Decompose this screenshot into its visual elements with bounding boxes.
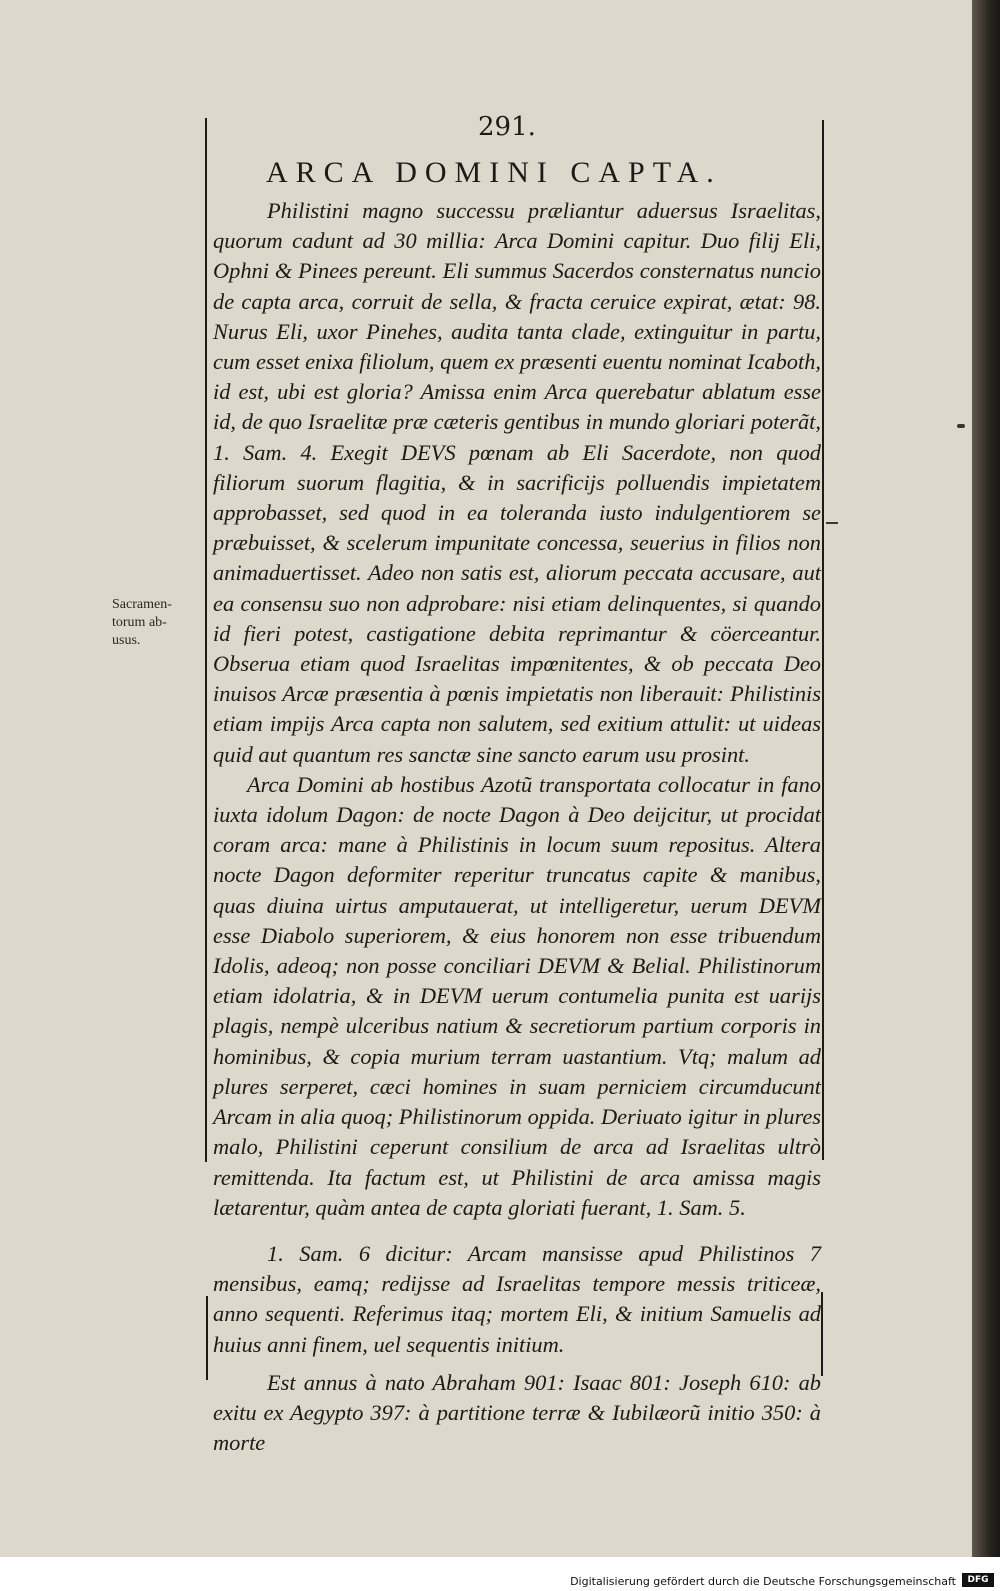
chapter-title: ARCA DOMINI CAPTA. <box>266 156 722 189</box>
paragraph-ark-captured: Philistini magno successu præliantur aduersus Israelitas, quorum cadunt ad 30 millia: Arca Domini capitur. Duo filij Eli, Ophni & Pinees pereunt. Eli summus Sacerdos consternatus nuncio de capta arca, corruit de sella, & fracta ceruice expirat, ætat: 98. Nurus Eli, uxor Pinehes, audita tanta clade, extinguitur in partu, cum esset enixa filiolum, quem ex præsenti euentu nominat Icaboth, id est, ubi est gloria? Amissa enim Arca querebatur ablatum esse id, de quo Israelitæ præ cæteris gentibus in mundo gloriari poterãt, 1. Sam. 4. Exegit DEVS pœnam ab Eli Sacerdote, non quod filiorum suorum flagitia, & in sacrificijs polluendis impietatem approbasset, sed quod in ea toleranda iusto indulgentiorem se præbuisset, & scelerum impunitate concessa, seuerius in filios non animaduertisset. Adeo non satis est, aliorum peccata accusare, aut ea consensu suo non adprobare: nisi etiam delinquentes, si quando id fieri potest, castigatione debita reprimantur & cöerceantur. Obserua etiam quod Israelitas impœnitentes, & ob peccata Deo inuisos Arcæ præsentia à pœnis impietatis non liberauit: Philistinis etiam impijs Arca capta non salutem, sed exitium attulit: ut uideas quid aut quantum res sanctæ sine sancto earum usu prosint. <box>213 198 821 767</box>
margin-note-line: usus. <box>112 633 141 648</box>
footer-credit: Digitalisierung gefördert durch die Deutsche Forschungsgemeinschaft <box>570 1575 956 1588</box>
paragraph-year-count: Est annus à nato Abraham 901: Isaac 801: Joseph 610: ab exitu ex Aegypto 397: à partitione terræ & Iubilæorũ initio 350: à morte <box>213 1369 821 1456</box>
margin-note-line: torum ab- <box>112 615 167 630</box>
margin-dash <box>826 522 838 524</box>
paragraph-ark-in-azotus: Arca Domini ab hostibus Azotũ transportata collocatur in fano iuxta idolum Dagon: de nocte Dagon à Deo deijcitur, ut procidat coram arca: mane à Philistinis in locum suum repositus. Altera nocte Dagon deformiter reperitur truncatus capite & manibus, quas diuina uirtus amputauerat, ut intelligeretur, uerum DEVM esse Diabolo superiorem, & eius honorem non esse tribuendum Idolis, adeoq; non posse conciliari DEVM & Belial. Philistinorum etiam idolatria, & in DEVM uerum contumelia punita est uarijs plagis, nempè ulceribus natium & secretiorum partium corporis in hominibus, & copia murium terram uastantium. Vtq; malum ad plures serperet, cæci homines in suam perniciem circumducunt Arcam in alia quoq; Philistinorum oppida. Deriuato igitur in plures malo, Philistini ceperunt consilium de arca ad Israelitas ultrò remittenda. Ita factum est, ut Philistini de arca amissa magis lætarentur, quàm antea de capta gloriati fuerant, 1. Sam. 5. <box>213 771 821 1220</box>
paragraph-ark-returned: 1. Sam. 6 dicitur: Arcam mansisse apud Philistinos 7 mensibus, eamq; redijsse ad Israelitas tempore messis triticeæ, anno sequenti. Referimus itaq; mortem Eli, & initium Samuelis ad huius anni finem, uel sequentis initium. <box>213 1240 821 1357</box>
page-edge-shadow <box>972 0 1000 1557</box>
body-text <box>213 196 821 1458</box>
margin-note-line: Sacramen- <box>112 597 172 612</box>
dfg-logo: DFG <box>962 1573 994 1587</box>
margin-note <box>112 596 204 650</box>
right-rule-top <box>822 120 824 1160</box>
left-rule-bottom <box>206 1296 208 1380</box>
page-number: 291. <box>478 112 536 142</box>
left-rule-top <box>205 118 207 1162</box>
right-rule-bottom <box>821 1292 823 1376</box>
edge-mark <box>957 424 965 428</box>
